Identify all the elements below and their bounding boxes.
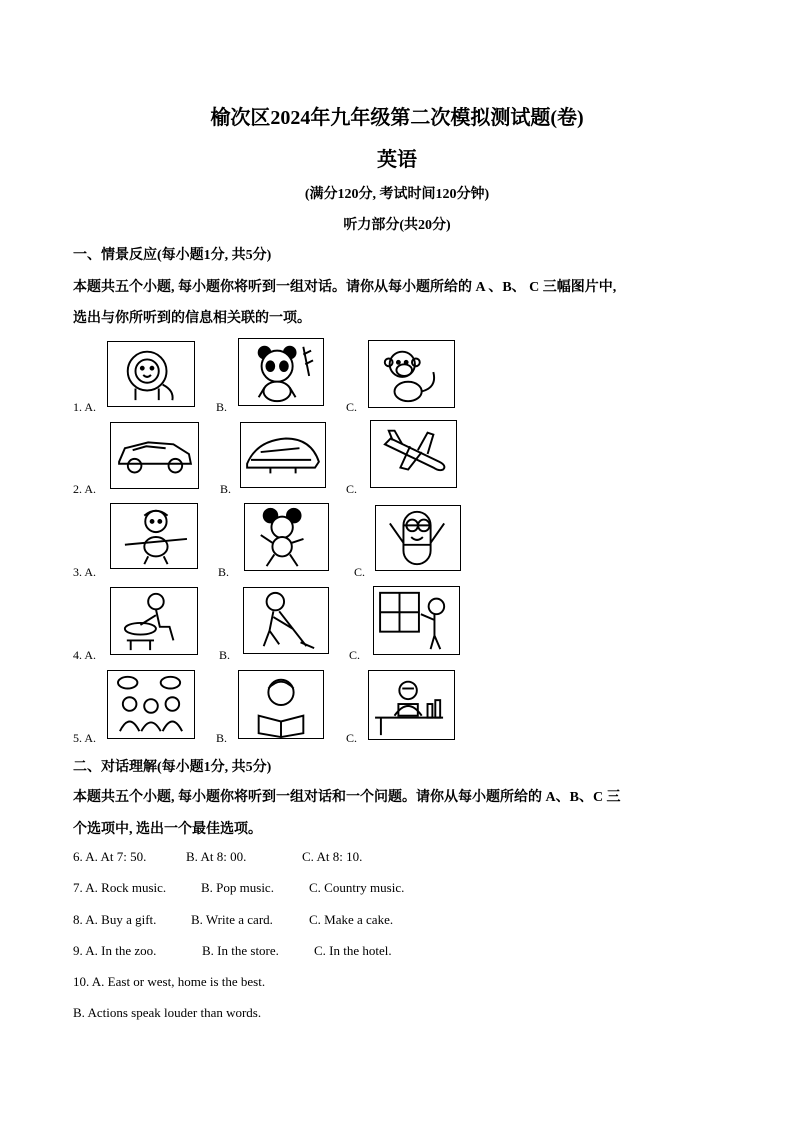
q10-option-a: 10. A. East or west, home is the best. (73, 974, 266, 989)
q7-option-b: B. Pop music. (201, 880, 274, 895)
row3-label-a: 3. A. (73, 565, 97, 579)
score-info: (满分120分, 考试时间120分钟) (304, 187, 490, 202)
lion-icon[interactable] (107, 341, 195, 407)
row4-label-a: 4. A. (73, 648, 97, 662)
row5-label-b: B. (216, 731, 228, 745)
mickey-mouse-icon[interactable] (244, 503, 329, 571)
high-speed-train-icon[interactable] (240, 422, 326, 488)
q10-option-b: B. Actions speak louder than words. (73, 1005, 262, 1020)
group-discussion-icon[interactable] (107, 670, 195, 739)
row1-label-b: B. (216, 400, 228, 414)
row2-label-b: B. (220, 482, 232, 496)
q8-option-c: C. Make a cake. (309, 912, 394, 927)
washing-clothes-icon[interactable] (110, 587, 198, 655)
row1-label-a: 1. A. (73, 400, 97, 414)
section2-instruction-line1: 本题共五个小题, 每小题你将听到一组对话和一个问题。请你从每小题所给的 A、B、C 三 (73, 790, 621, 805)
working-computer-icon[interactable] (368, 670, 455, 740)
row2-label-a: 2. A. (73, 482, 97, 496)
q9-option-a: 9. A. In the zoo. (73, 943, 157, 958)
sweeping-floor-icon[interactable] (243, 587, 329, 654)
row2-label-c: C. (346, 482, 358, 496)
row3-label-c: C. (354, 565, 366, 579)
q9-option-c: C. In the hotel. (314, 943, 392, 958)
q6-option-b: B. At 8: 00. (186, 849, 247, 864)
q9-option-b: B. In the store. (202, 943, 279, 958)
q8-option-b: B. Write a card. (191, 912, 273, 927)
row4-label-c: C. (349, 648, 361, 662)
airplane-icon[interactable] (370, 420, 457, 488)
row1-label-c: C. (346, 400, 358, 414)
monkey-king-icon[interactable] (110, 503, 198, 569)
monkey-icon[interactable] (368, 340, 455, 408)
section2-heading: 二、对话理解(每小题1分, 共5分) (73, 760, 272, 775)
section1-instruction-line1: 本题共五个小题, 每小题你将听到一组对话。请你从每小题所给的 A 、B、 C 三幅图片中, (73, 280, 617, 295)
row5-label-a: 5. A. (73, 731, 97, 745)
subject-title: 英语 (377, 149, 417, 171)
car-icon[interactable] (110, 422, 199, 489)
q6-option-c: C. At 8: 10. (302, 849, 363, 864)
minion-icon[interactable] (375, 505, 461, 571)
row5-label-c: C. (346, 731, 358, 745)
q8-option-a: 8. A. Buy a gift. (73, 912, 157, 927)
q6-option-a: 6. A. At 7: 50. (73, 849, 147, 864)
q7-option-c: C. Country music. (309, 880, 405, 895)
section1-heading: 一、情景反应(每小题1分, 共5分) (73, 248, 272, 263)
section2-instruction-line2: 个选项中, 选出一个最佳选项。 (73, 822, 262, 837)
reading-book-icon[interactable] (238, 670, 324, 739)
row3-label-b: B. (218, 565, 230, 579)
exam-title: 榆次区2024年九年级第二次模拟测试题(卷) (210, 107, 584, 129)
q7-option-a: 7. A. Rock music. (73, 880, 167, 895)
row4-label-b: B. (219, 648, 231, 662)
section1-instruction-line2: 选出与你所听到的信息相关联的一项。 (73, 311, 311, 326)
listening-part-heading: 听力部分(共20分) (343, 218, 451, 233)
panda-icon[interactable] (238, 338, 324, 406)
cleaning-window-icon[interactable] (373, 586, 460, 655)
